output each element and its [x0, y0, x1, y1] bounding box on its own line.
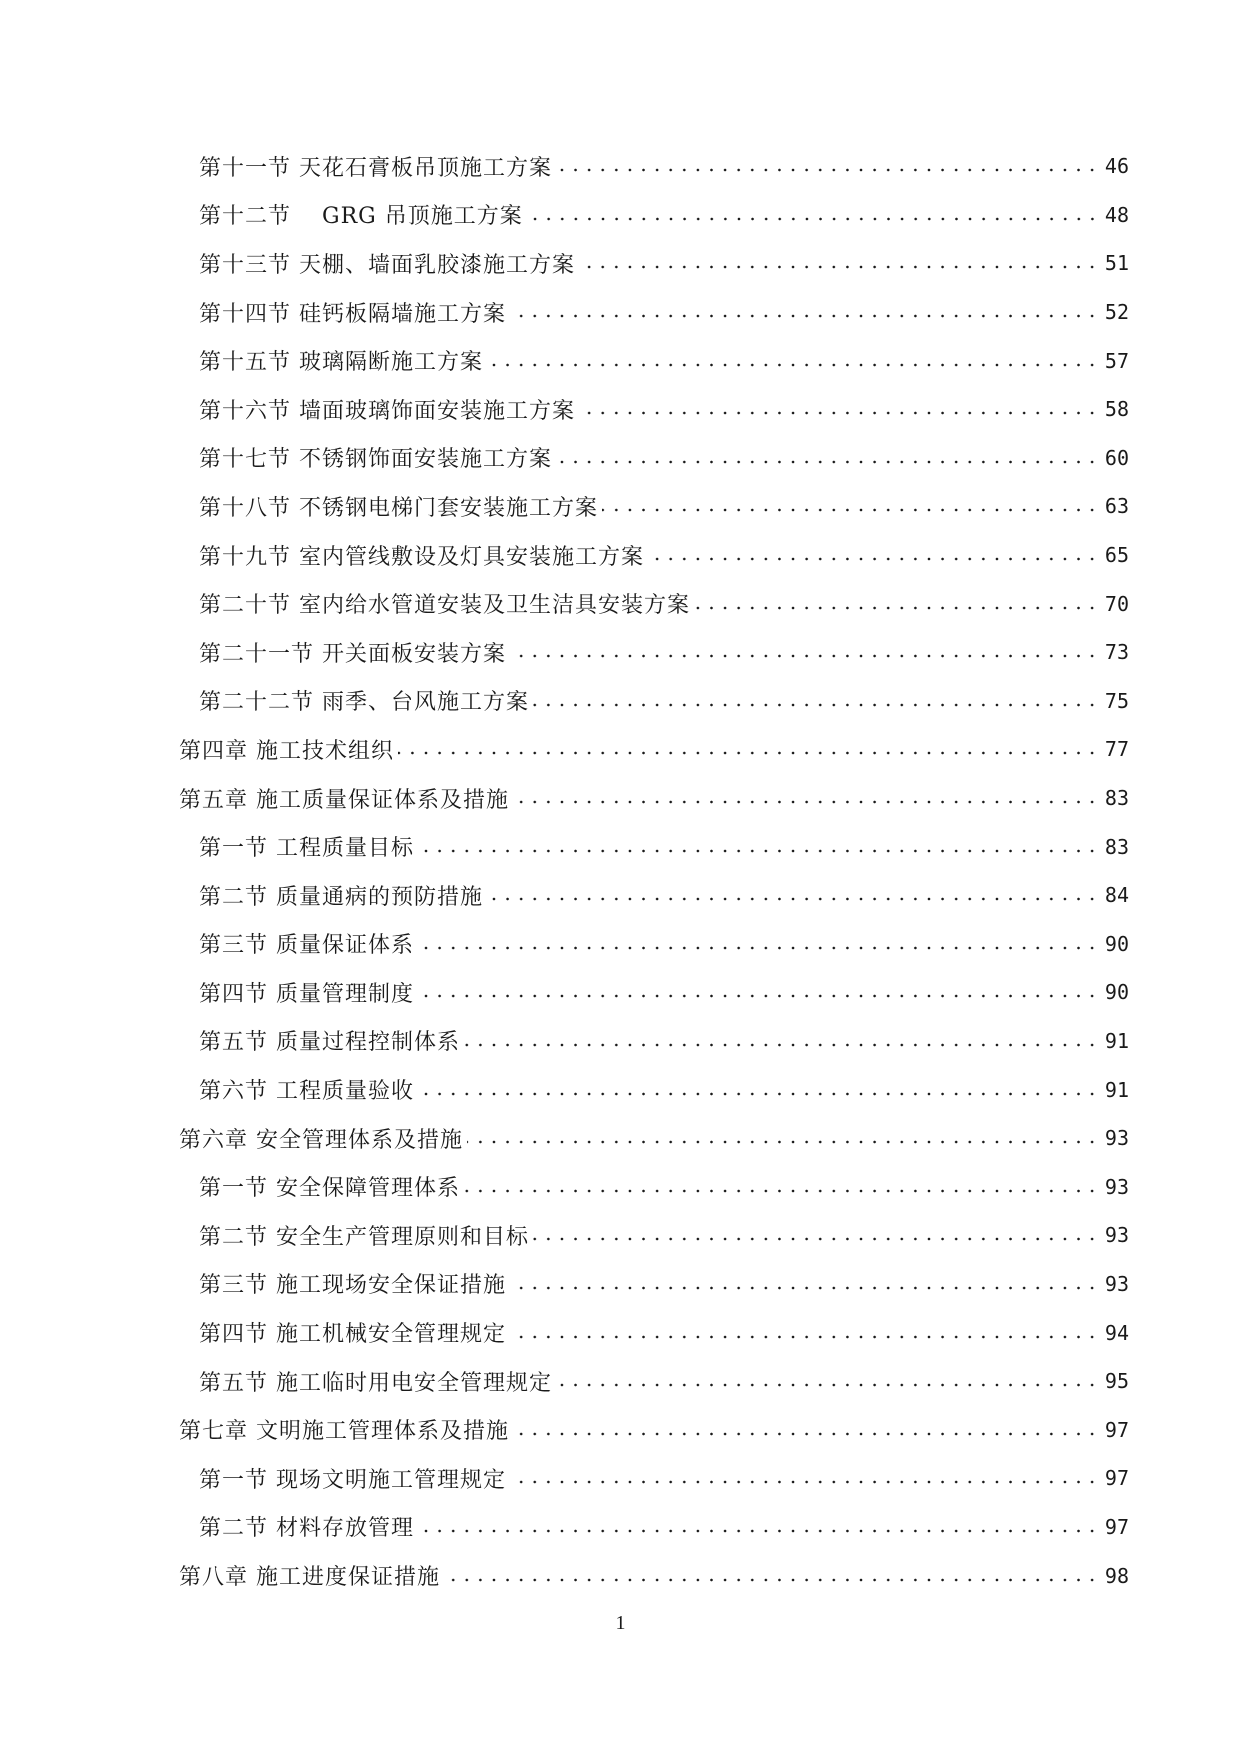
toc-dot-leader: [602, 508, 1099, 512]
toc-entry-title: 第十三节 天棚、墙面乳胶漆施工方案: [199, 252, 575, 278]
toc-dot-leader: [556, 460, 1099, 464]
toc-entry-title: 第二节 安全生产管理原则和目标: [199, 1224, 529, 1250]
toc-entry-page-number: 51: [1104, 251, 1129, 276]
toc-entry-title: 第十四节 硅钙板隔墙施工方案: [199, 301, 506, 327]
toc-entry-title: 第七章 文明施工管理体系及措施: [179, 1419, 509, 1445]
toc-entry-title: 第六节 工程质量验收: [199, 1079, 414, 1105]
toc-dot-leader: [467, 1140, 1099, 1144]
toc-entry-page-number: 95: [1104, 1369, 1129, 1394]
toc-dot-leader: [418, 1529, 1099, 1533]
toc-entry-page-number: 75: [1104, 688, 1129, 713]
toc-entry-title: 第三节 质量保证体系: [199, 933, 414, 959]
toc-entry-title: 第十一节 天花石膏板吊顶施工方案: [199, 155, 552, 181]
toc-entry-title: 第十七节 不锈钢饰面安装施工方案: [199, 447, 552, 473]
toc-section-entry[interactable]: [0, 822, 1241, 871]
toc-entry-title: 第二节 材料存放管理: [199, 1516, 414, 1542]
toc-entry-page-number: 73: [1104, 640, 1129, 665]
toc-section-entry[interactable]: [0, 1260, 1241, 1309]
toc-dot-leader: [533, 703, 1099, 707]
toc-entry-page-number: 60: [1104, 445, 1129, 470]
toc-dot-leader: [527, 217, 1099, 221]
toc-dot-leader: [579, 265, 1099, 269]
toc-entry-page-number: 97: [1104, 1514, 1129, 1539]
toc-chapter-entry[interactable]: [0, 1551, 1241, 1600]
toc-entry-page-number: 70: [1104, 591, 1129, 616]
toc-dot-leader: [579, 411, 1099, 415]
toc-dot-leader: [556, 168, 1099, 172]
toc-section-entry[interactable]: [0, 579, 1241, 628]
toc-section-entry[interactable]: [0, 336, 1241, 385]
toc-section-entry[interactable]: [0, 1357, 1241, 1406]
toc-entry-title: 第二节 质量通病的预防措施: [199, 884, 483, 910]
toc-entry-page-number: 83: [1104, 834, 1129, 859]
toc-dot-leader: [510, 314, 1099, 318]
toc-section-entry[interactable]: [0, 531, 1241, 580]
toc-dot-leader: [418, 1092, 1099, 1096]
toc-chapter-entry[interactable]: [0, 1114, 1241, 1163]
toc-entry-page-number: 90: [1104, 931, 1129, 956]
toc-entry-title: 第十九节 室内管线敷设及灯具安装施工方案: [199, 544, 644, 570]
toc-entry-title: 第四章 施工技术组织: [179, 738, 394, 764]
toc-dot-leader: [510, 1480, 1099, 1484]
toc-dot-leader: [418, 946, 1099, 950]
toc-entry-page-number: 58: [1104, 397, 1129, 422]
toc-entry-page-number: 93: [1104, 1126, 1129, 1151]
toc-entry-title: 第十六节 墙面玻璃饰面安装施工方案: [199, 398, 575, 424]
toc-entry-title: 第十八节 不锈钢电梯门套安装施工方案: [199, 495, 598, 521]
toc-section-entry[interactable]: [0, 239, 1241, 288]
toc-entry-page-number: 77: [1104, 737, 1129, 762]
toc-section-entry[interactable]: [0, 968, 1241, 1017]
toc-section-entry[interactable]: [0, 385, 1241, 434]
toc-section-entry[interactable]: [0, 1162, 1241, 1211]
toc-entry-page-number: 46: [1104, 154, 1129, 179]
toc-section-entry[interactable]: [0, 1065, 1241, 1114]
toc-dot-leader: [533, 1237, 1099, 1241]
toc-entry-page-number: 97: [1104, 1466, 1129, 1491]
toc-dot-leader: [510, 1286, 1099, 1290]
toc-entry-page-number: 93: [1104, 1174, 1129, 1199]
toc-entry-title: 第八章 施工进度保证措施: [179, 1565, 440, 1591]
toc-section-entry[interactable]: [0, 1211, 1241, 1260]
toc-entry-title: 第十五节 玻璃隔断施工方案: [199, 350, 483, 376]
toc-entry-page-number: 83: [1104, 786, 1129, 811]
toc-dot-leader: [418, 994, 1099, 998]
toc-entry-page-number: 98: [1104, 1563, 1129, 1588]
toc-entry-page-number: 63: [1104, 494, 1129, 519]
toc-entry-page-number: 97: [1104, 1417, 1129, 1442]
toc-entry-title: 第一节 现场文明施工管理规定: [199, 1467, 506, 1493]
toc-dot-leader: [510, 654, 1099, 658]
toc-entry-title: 第五节 质量过程控制体系: [199, 1030, 460, 1056]
toc-dot-leader: [510, 1335, 1099, 1339]
toc-section-entry[interactable]: [0, 871, 1241, 920]
toc-entry-page-number: 91: [1104, 1077, 1129, 1102]
toc-section-entry[interactable]: [0, 1017, 1241, 1066]
toc-section-entry[interactable]: [0, 482, 1241, 531]
toc-entry-title: 第四节 施工机械安全管理规定: [199, 1322, 506, 1348]
toc-dot-leader: [464, 1189, 1099, 1193]
toc-entry-page-number: 93: [1104, 1223, 1129, 1248]
page-number: 1: [615, 1612, 626, 1634]
toc-section-entry[interactable]: [0, 288, 1241, 337]
toc-entry-title: 第十二节 GRG 吊顶施工方案: [199, 204, 523, 230]
toc-entry-page-number: 65: [1104, 543, 1129, 568]
toc-entry-page-number: 52: [1104, 300, 1129, 325]
toc-dot-leader: [444, 1578, 1099, 1582]
toc-entry-title: 第三节 施工现场安全保证措施: [199, 1273, 506, 1299]
toc-dot-leader: [694, 606, 1099, 610]
toc-entry-page-number: 94: [1104, 1320, 1129, 1345]
toc-entry-page-number: 48: [1104, 202, 1129, 227]
toc-section-entry[interactable]: [0, 628, 1241, 677]
toc-dot-leader: [513, 800, 1099, 804]
toc-dot-leader: [418, 849, 1099, 853]
toc-section-entry[interactable]: [0, 1503, 1241, 1552]
toc-entry-page-number: 93: [1104, 1271, 1129, 1296]
toc-section-entry[interactable]: [0, 677, 1241, 726]
toc-entry-page-number: 84: [1104, 883, 1129, 908]
toc-section-entry[interactable]: [0, 191, 1241, 240]
toc-entry-page-number: 90: [1104, 980, 1129, 1005]
toc-entry-page-number: 91: [1104, 1028, 1129, 1053]
toc-entry-title: 第二十一节 开关面板安装方案: [199, 641, 506, 667]
toc-chapter-entry[interactable]: [0, 1405, 1241, 1454]
toc-chapter-entry[interactable]: [0, 725, 1241, 774]
toc-dot-leader: [487, 897, 1099, 901]
toc-section-entry[interactable]: [0, 1308, 1241, 1357]
toc-entry-page-number: 57: [1104, 348, 1129, 373]
toc-dot-leader: [464, 1043, 1099, 1047]
toc-dot-leader: [648, 557, 1099, 561]
toc-entry-title: 第二十节 室内给水管道安装及卫生洁具安装方案: [199, 593, 690, 619]
toc-section-entry[interactable]: [0, 1454, 1241, 1503]
toc-entry-title: 第六章 安全管理体系及措施: [179, 1127, 463, 1153]
toc-dot-leader: [513, 1432, 1099, 1436]
toc-entry-title: 第一节 工程质量目标: [199, 836, 414, 862]
toc-dot-leader: [398, 751, 1099, 755]
toc-entry-title: 第二十二节 雨季、台风施工方案: [199, 690, 529, 716]
toc-entry-title: 第一节 安全保障管理体系: [199, 1176, 460, 1202]
table-of-contents: [0, 142, 1241, 1600]
toc-section-entry[interactable]: [0, 920, 1241, 969]
toc-section-entry[interactable]: [0, 142, 1241, 191]
toc-entry-title: 第四节 质量管理制度: [199, 981, 414, 1007]
toc-section-entry[interactable]: [0, 434, 1241, 483]
toc-entry-title: 第五节 施工临时用电安全管理规定: [199, 1370, 552, 1396]
toc-entry-title: 第五章 施工质量保证体系及措施: [179, 787, 509, 813]
toc-chapter-entry[interactable]: [0, 774, 1241, 823]
toc-dot-leader: [487, 363, 1099, 367]
toc-dot-leader: [556, 1383, 1099, 1387]
